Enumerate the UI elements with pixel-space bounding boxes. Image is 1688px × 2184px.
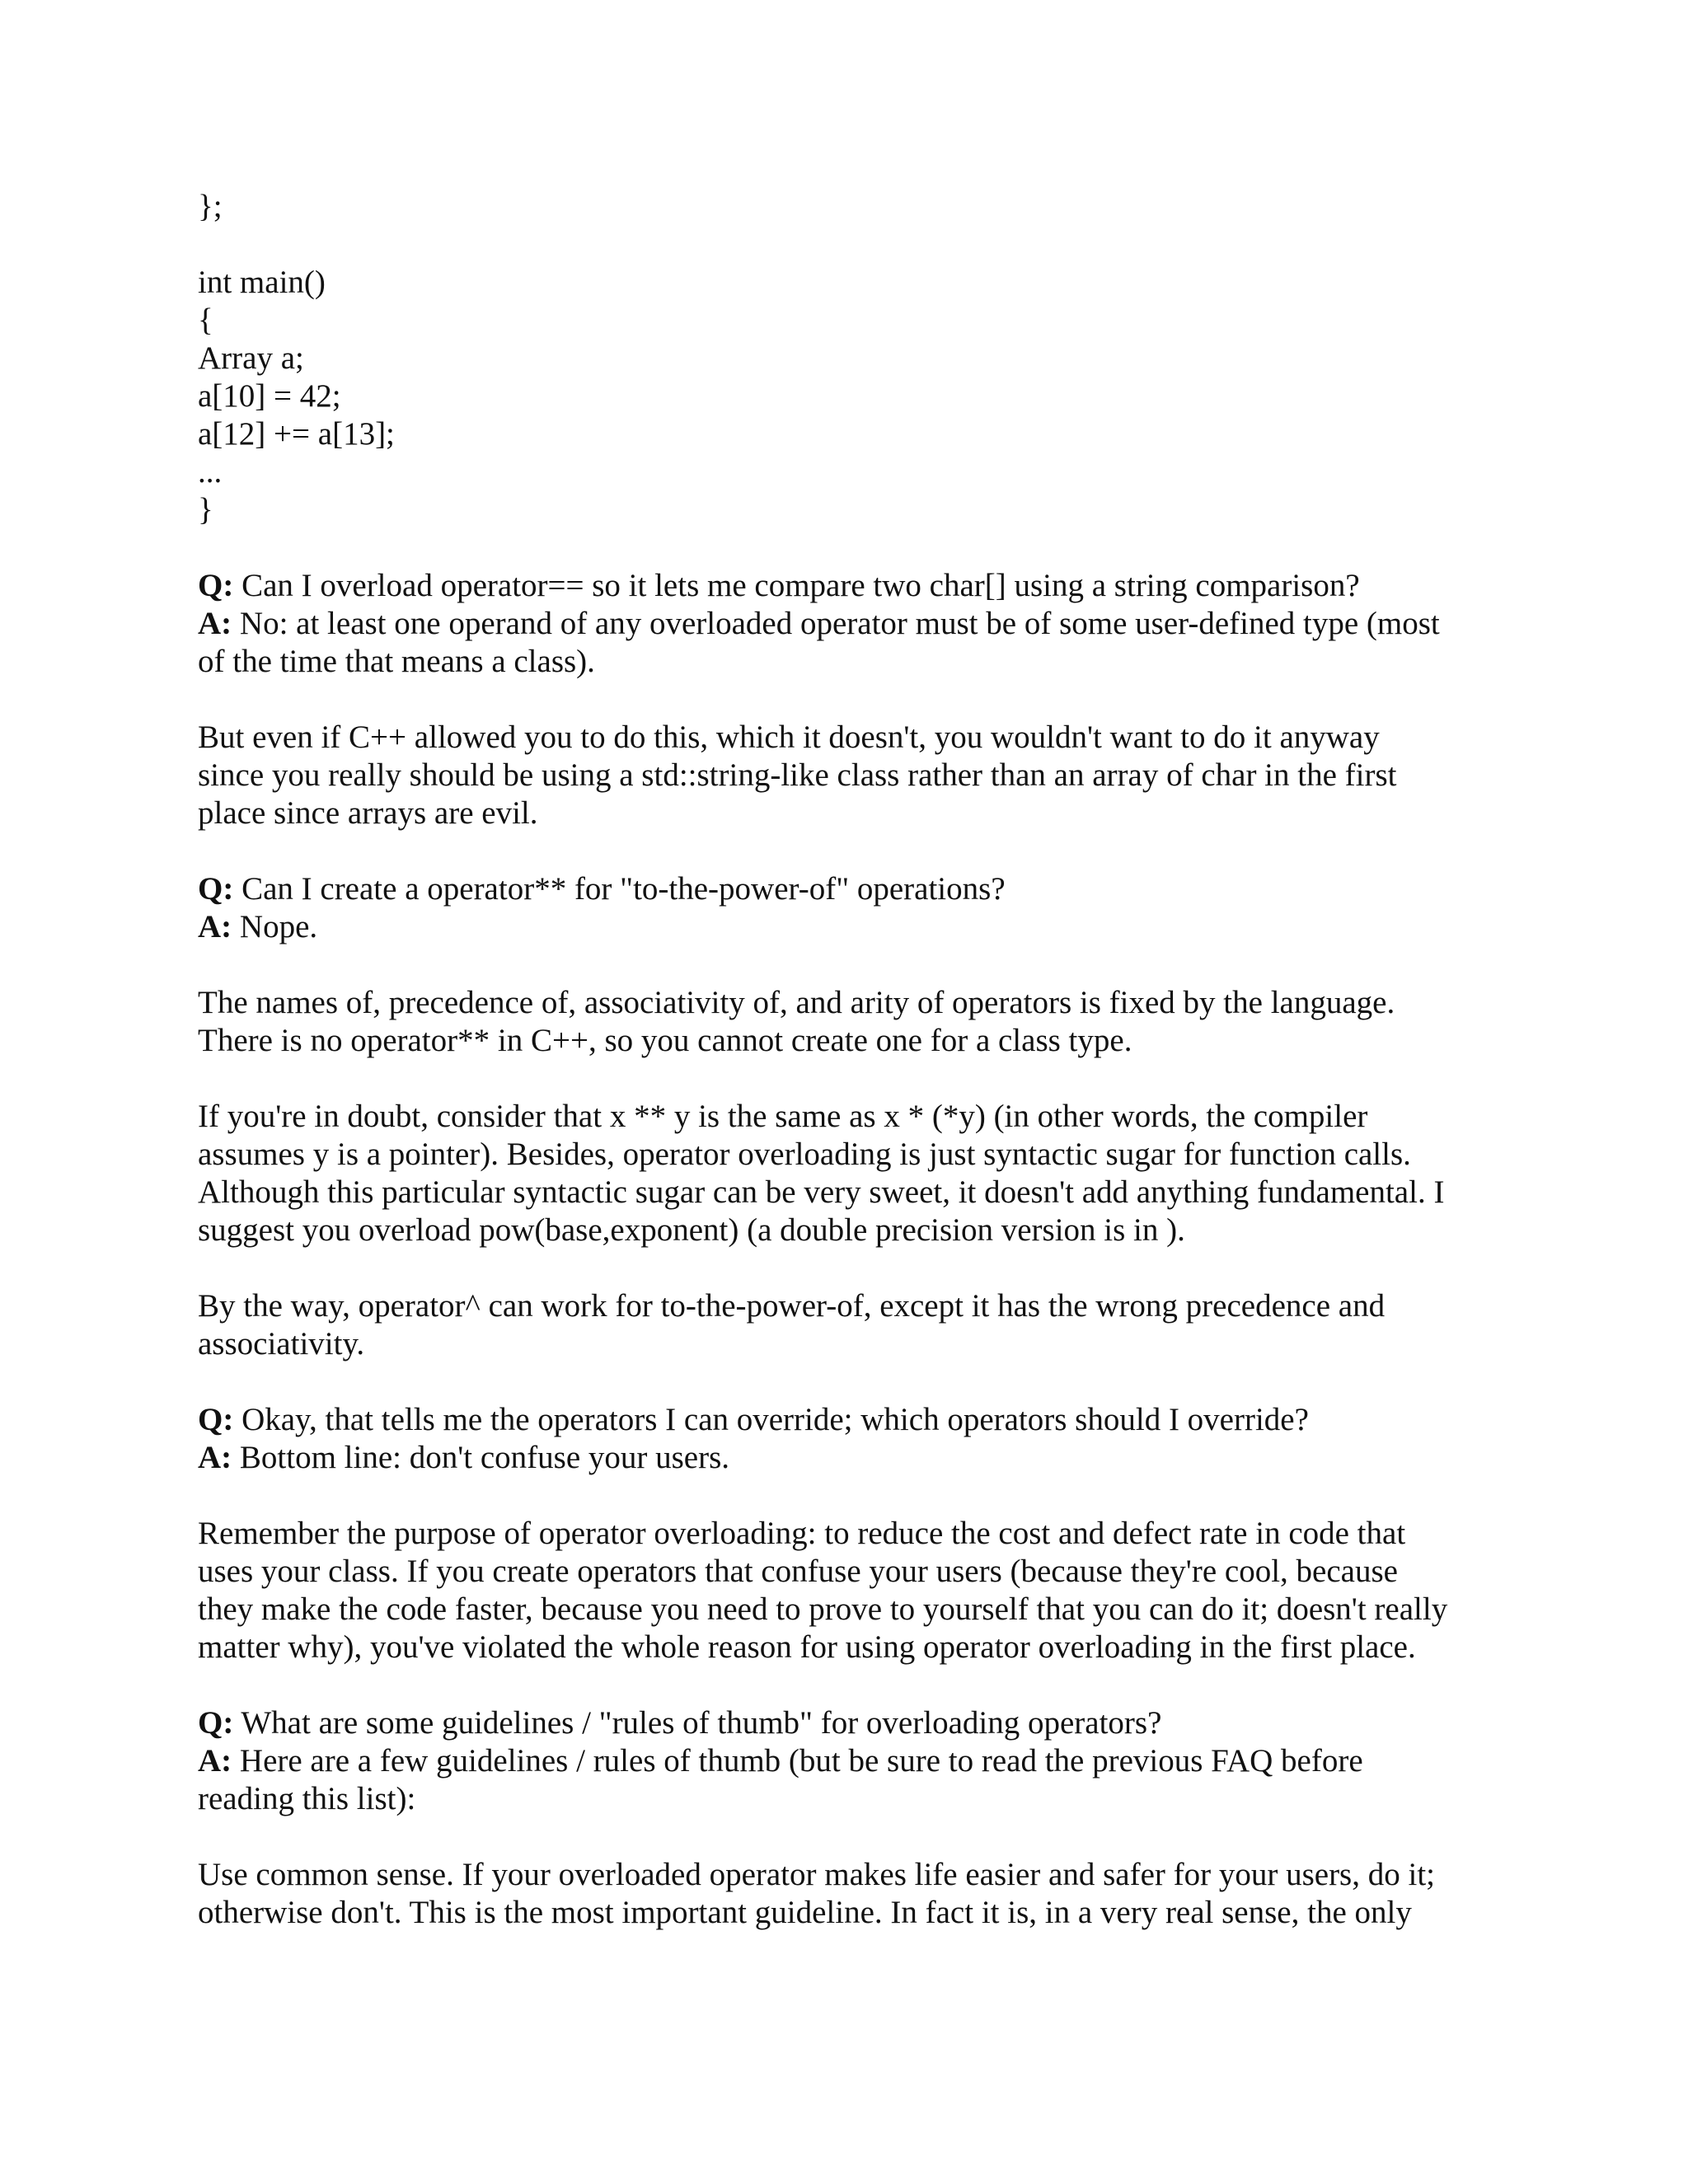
paragraph-line: suggest you overload pow(base,exponent) (a double precision version is in ). [198, 1212, 1185, 1248]
paragraph-line: place since arrays are evil. [198, 795, 538, 831]
answer-continued: reading this list): [198, 1781, 416, 1816]
answer-text: Nope. [232, 909, 318, 944]
answer-label: A: [198, 909, 232, 944]
paragraph [198, 1856, 1517, 1932]
faq-item [198, 1704, 1517, 1818]
paragraph-line: assumes y is a pointer). Besides, operator overloading is just syntactic sugar for function calls. [198, 1137, 1411, 1172]
paragraph [198, 1098, 1517, 1249]
answer [198, 1742, 1517, 1780]
question-text: Can I create a operator** for "to-the-power-of" operations? [233, 871, 1006, 907]
answer-text: Here are a few guidelines / rules of thumb (but be sure to read the previous FAQ before [232, 1743, 1363, 1779]
answer-label: A: [198, 606, 232, 641]
paragraph [198, 984, 1517, 1060]
faq-item [198, 1401, 1517, 1477]
faq-item [198, 870, 1517, 946]
paragraph-line: otherwise don't. This is the most important guideline. In fact it is, in a very real sense, the only [198, 1895, 1412, 1930]
answer-continued: of the time that means a class). [198, 644, 595, 679]
paragraph-line: Remember the purpose of operator overloading: to reduce the cost and defect rate in code that [198, 1516, 1406, 1551]
code-line: }; [198, 189, 223, 224]
paragraph-line: If you're in doubt, consider that x ** y is the same as x * (*y) (in other words, the compiler [198, 1099, 1368, 1134]
code-line: ... [198, 454, 223, 490]
answer [198, 1439, 1517, 1477]
answer [198, 908, 1517, 946]
paragraph-line: uses your class. If you create operators that confuse your users (because they're cool, because [198, 1554, 1398, 1589]
paragraph-line: Although this particular syntactic sugar can be very sweet, it doesn't add anything fundamental. I [198, 1174, 1445, 1210]
faq-item [198, 567, 1517, 681]
question [198, 1401, 1517, 1439]
paragraph-line: By the way, operator^ can work for to-the-power-of, except it has the wrong precedence and [198, 1288, 1386, 1324]
paragraph [198, 1287, 1517, 1363]
question-label: Q: [198, 871, 234, 907]
paragraph-line: matter why), you've violated the whole reason for using operator overloading in the first place. [198, 1629, 1416, 1665]
question-label: Q: [198, 1402, 234, 1437]
code-line: int main() [198, 265, 326, 300]
question [198, 870, 1517, 908]
paragraph-line: But even if C++ allowed you to do this, which it doesn't, you wouldn't want to do it anyway [198, 719, 1380, 755]
code-line: a[12] += a[13]; [198, 416, 395, 452]
paragraph-line: There is no operator** in C++, so you cannot create one for a class type. [198, 1023, 1132, 1058]
question [198, 1704, 1517, 1742]
document-body [198, 188, 1517, 1932]
question-label: Q: [198, 1705, 234, 1741]
question [198, 567, 1517, 605]
code-line: Array a; [198, 340, 304, 376]
question-label: Q: [198, 568, 234, 603]
code-line: } [198, 492, 213, 527]
question-text: Can I overload operator== so it lets me compare two char[] using a string comparison? [233, 568, 1360, 603]
code-line: a[10] = 42; [198, 378, 341, 414]
answer [198, 605, 1517, 643]
paragraph-line: associativity. [198, 1326, 365, 1361]
paragraph [198, 719, 1517, 832]
answer-label: A: [198, 1440, 232, 1475]
paragraph-line: Use common sense. If your overloaded operator makes life easier and safer for your users, do it; [198, 1857, 1435, 1892]
paragraph-line: they make the code faster, because you need to prove to yourself that you can do it; doesn't really [198, 1591, 1448, 1627]
code-line: { [198, 302, 213, 338]
question-text: Okay, that tells me the operators I can override; which operators should I override? [233, 1402, 1309, 1437]
paragraph-line: since you really should be using a std::string-like class rather than an array of char in the first [198, 757, 1397, 793]
question-text: What are some guidelines / "rules of thumb" for overloading operators? [233, 1705, 1162, 1741]
paragraph [198, 1515, 1517, 1666]
answer-text: No: at least one operand of any overloaded operator must be of some user-defined type (most [232, 606, 1440, 641]
code-snippet [198, 188, 1517, 529]
answer-text: Bottom line: don't confuse your users. [232, 1440, 730, 1475]
paragraph-line: The names of, precedence of, associativity of, and arity of operators is fixed by the language. [198, 985, 1395, 1020]
answer-label: A: [198, 1743, 232, 1779]
